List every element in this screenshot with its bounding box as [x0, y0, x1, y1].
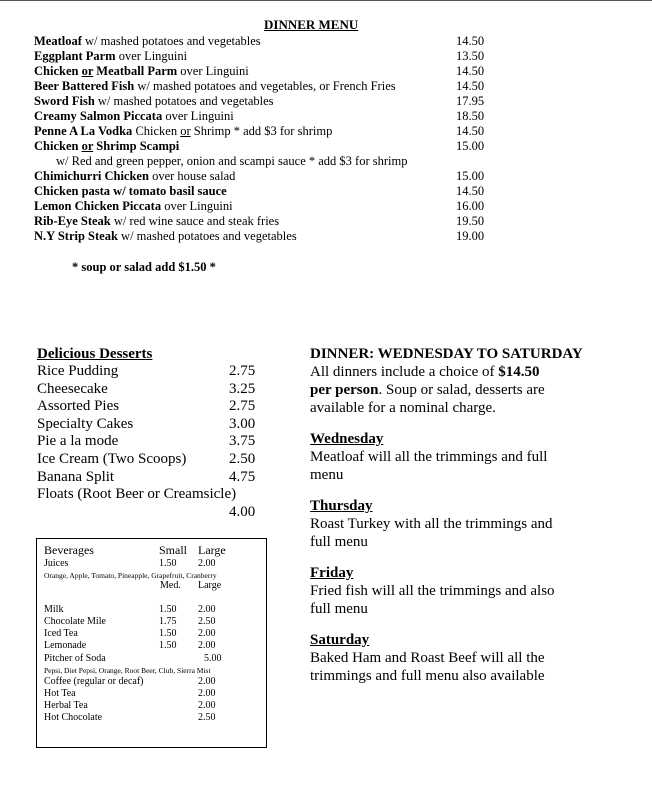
dish-name-2: Shrimp Scampi	[93, 139, 180, 153]
dessert-name: Rice Pudding	[37, 363, 119, 379]
dish-price: 19.00	[456, 229, 485, 243]
dessert-row	[37, 469, 267, 487]
dish-price: 18.50	[456, 109, 485, 123]
dish-row	[34, 229, 494, 244]
day-heading: Thursday	[310, 498, 373, 514]
dish-name: Chicken	[34, 64, 82, 78]
dish-desc: w/ mashed potatoes and vegetables, or French Fries	[134, 79, 396, 93]
dish-row	[34, 109, 494, 124]
dessert-row	[37, 486, 267, 504]
day-text: Fried fish will all the trimmings and also	[310, 583, 555, 599]
dish-name: Rib-Eye Steak	[34, 214, 111, 228]
dinner-info-line-3: available for a nominal charge.	[310, 400, 496, 416]
beverage-name: Coffee (regular or decaf)	[44, 676, 144, 687]
day-text: trimmings and full menu also available	[310, 668, 545, 684]
dish-desc: over Linguini	[161, 199, 233, 213]
beverage-large-price: 2.00	[198, 640, 216, 651]
dessert-name: Cheesecake	[37, 380, 108, 397]
dish-desc: w/ mashed potatoes and vegetables	[81, 34, 261, 48]
hot-beverage-row	[44, 712, 216, 724]
dish-name: Beer Battered Fish	[34, 79, 135, 93]
dessert-price: 4.00	[229, 503, 256, 520]
beverage-price: 2.00	[198, 688, 216, 699]
dish-price: 15.00	[456, 169, 485, 183]
hot-beverage-row	[44, 700, 216, 712]
dish-name: Chicken	[34, 139, 82, 153]
beverages-large-header-2: Large	[198, 580, 222, 591]
beverages-box	[36, 538, 267, 748]
beverage-large-price: 5.00	[204, 653, 222, 664]
day-section-thursday	[310, 497, 590, 551]
dish-price: 14.50	[456, 64, 485, 78]
soda-types: Pepsi, Diet Pepsi, Orange, Root Beer, Club, Sierra Mist	[44, 666, 211, 675]
beverage-price: 2.00	[198, 700, 216, 711]
beverages-title: Beverages	[44, 543, 94, 557]
dessert-name: Assorted Pies	[37, 398, 120, 415]
dish-or: or	[81, 64, 94, 78]
hot-beverage-row	[44, 676, 216, 688]
dish-price: 17.95	[456, 94, 485, 108]
soup-salad-note: * soup or salad add $1.50 *	[72, 260, 216, 274]
dish-or: or	[180, 124, 191, 138]
dish-price: 19.50	[456, 214, 485, 228]
dish-name: Lemon Chicken Piccata	[34, 199, 162, 213]
info-text: All dinners include a choice of	[310, 364, 499, 380]
dish-name: Chimichurri Chicken	[34, 169, 149, 183]
hot-beverage-row	[44, 688, 216, 700]
beverage-small-price: 1.50	[159, 604, 177, 615]
dessert-name: Ice Cream (Two Scoops)	[37, 450, 187, 467]
dish-name: Eggplant Parm	[34, 49, 116, 63]
dessert-price: 3.75	[229, 433, 256, 450]
dish-desc: over Linguini	[177, 64, 249, 78]
dish-name: Chicken pasta w/ tomato basil sauce	[34, 184, 227, 198]
dish-row	[34, 184, 494, 199]
dish-row	[34, 169, 494, 184]
dish-desc: w/ mashed potatoes and vegetables	[94, 94, 274, 108]
dish-row	[34, 64, 494, 79]
dessert-row	[37, 363, 267, 381]
day-text: Meatloaf will all the trimmings and full	[310, 449, 548, 465]
dish-name: Sword Fish	[34, 94, 95, 108]
dessert-price: 2.75	[229, 398, 256, 415]
day-text: full menu	[310, 534, 368, 550]
dinner-info-line-2	[310, 381, 590, 399]
dish-name: Meatloaf	[34, 34, 82, 48]
dish-desc: Chicken	[132, 124, 181, 138]
beverage-name: Hot Chocolate	[44, 712, 103, 723]
dish-or: or	[81, 139, 94, 153]
dish-row	[34, 199, 494, 214]
beverage-small-price: 1.50	[159, 628, 177, 639]
dessert-price: 2.50	[229, 450, 256, 467]
juice-types: Orange, Apple, Tomato, Pineapple, Grapefruit, Cranberry	[44, 571, 217, 580]
beverage-row	[44, 628, 216, 640]
day-section-saturday	[310, 631, 590, 685]
dish-row	[34, 34, 494, 49]
beverage-row	[44, 653, 222, 665]
dessert-row	[37, 381, 267, 399]
beverage-small-price: 1.50	[159, 640, 177, 651]
beverage-price: 2.00	[198, 676, 216, 687]
dessert-price: 3.00	[229, 415, 256, 432]
dessert-name: Floats (Root Beer or Creamsicle)	[37, 486, 237, 503]
beverage-name: Juices	[44, 558, 69, 569]
dish-name: Creamy Salmon Piccata	[34, 109, 163, 123]
dinner-info	[310, 345, 590, 417]
beverage-name: Lemonade	[44, 640, 87, 651]
beverage-large-price: 2.50	[198, 616, 216, 627]
beverage-small-price: 1.50	[159, 558, 177, 569]
dish-desc: over house salad	[148, 169, 236, 183]
dessert-row	[37, 416, 267, 434]
beverage-large-price: 2.00	[198, 558, 216, 569]
dish-row	[34, 94, 494, 109]
dessert-row	[37, 433, 267, 451]
dish-price: 14.50	[456, 184, 485, 198]
beverage-name: Herbal Tea	[44, 700, 88, 711]
dish-desc: over Linguini	[115, 49, 188, 63]
day-text: full menu	[310, 601, 368, 617]
beverage-row	[44, 604, 216, 616]
day-heading: Friday	[310, 565, 354, 581]
dish-row	[34, 79, 494, 94]
dish-price: 14.50	[456, 124, 485, 138]
beverage-name: Hot Tea	[44, 688, 76, 699]
day-text: Baked Ham and Roast Beef will all the	[310, 650, 545, 666]
beverage-name: Iced Tea	[44, 628, 78, 639]
beverage-small-price: 1.75	[159, 616, 177, 627]
day-text: Roast Turkey with all the trimmings and	[310, 516, 553, 532]
dessert-price: 2.75	[229, 363, 256, 379]
dinner-days-heading: DINNER: WEDNESDAY TO SATURDAY	[310, 346, 583, 362]
beverages-large-header: Large	[198, 543, 226, 557]
dish-price: 14.50	[456, 79, 485, 93]
dessert-name: Specialty Cakes	[37, 415, 134, 432]
dessert-price: 4.75	[229, 468, 256, 485]
dessert-row	[37, 504, 267, 522]
dish-row	[34, 214, 494, 229]
dinner-info-line-1	[310, 363, 590, 381]
beverage-row	[44, 640, 216, 652]
dish-name: Penne A La Vodka	[34, 124, 133, 138]
desserts-title: Delicious Desserts	[37, 346, 153, 362]
dish-price: 16.00	[456, 199, 485, 213]
dish-desc: over Linguini	[162, 109, 234, 123]
beverages-small-header: Small	[159, 543, 188, 557]
beverage-large-price: 2.00	[198, 604, 216, 615]
day-section-wednesday	[310, 430, 590, 484]
day-heading: Wednesday	[310, 431, 384, 447]
dessert-row	[37, 451, 267, 469]
beverage-large-price: 2.00	[198, 628, 216, 639]
beverage-name: Milk	[44, 604, 64, 615]
day-section-friday	[310, 564, 590, 618]
dish-price: 13.50	[456, 49, 485, 63]
beverage-row	[44, 558, 216, 570]
dish-desc: w/ red wine sauce and steak fries	[110, 214, 280, 228]
beverage-price: 2.50	[198, 712, 216, 723]
beverage-row	[44, 616, 216, 628]
dish-note: w/ Red and green pepper, onion and scampi sauce * add $3 for shrimp	[56, 154, 408, 168]
dish-row	[34, 49, 494, 64]
beverages-med-header: Med.	[160, 580, 181, 591]
top-rule	[0, 0, 652, 1]
day-heading: Saturday	[310, 632, 370, 648]
desserts-section	[37, 345, 267, 521]
dish-row	[34, 124, 494, 139]
beverage-name: Pitcher of Soda	[44, 653, 106, 664]
dish-desc-2: Shrimp * add $3 for shrimp	[190, 124, 333, 138]
dish-name-2: Meatball Parm	[93, 64, 178, 78]
dessert-name: Banana Split	[37, 468, 115, 485]
dinner-price: $14.50	[498, 364, 540, 380]
beverage-name: Chocolate Mile	[44, 616, 106, 627]
dish-price: 14.50	[456, 34, 485, 48]
dish-name: N.Y Strip Steak	[34, 229, 118, 243]
dessert-name: Pie a la mode	[37, 433, 119, 450]
dish-note-row	[34, 154, 494, 169]
per-person: per person	[310, 382, 379, 398]
dish-desc: w/ mashed potatoes and vegetables	[117, 229, 297, 243]
menu-title: DINNER MENU	[264, 17, 359, 32]
dish-row	[34, 139, 494, 154]
dessert-price: 3.25	[229, 380, 256, 397]
dish-price: 15.00	[456, 139, 485, 153]
day-text: menu	[310, 467, 344, 483]
info-text: . Soup or salad, desserts are	[378, 382, 545, 398]
dessert-row	[37, 398, 267, 416]
